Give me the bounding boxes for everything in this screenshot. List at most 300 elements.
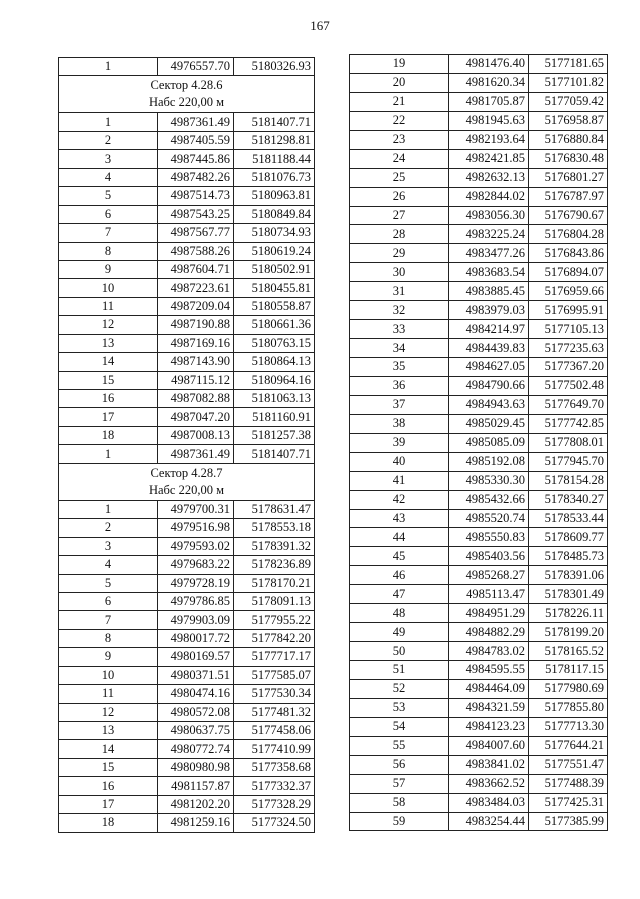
y-coordinate: 5177713.30 (529, 717, 608, 736)
y-coordinate: 5177585.07 (234, 666, 315, 684)
y-coordinate: 5178301.49 (529, 585, 608, 604)
point-number: 30 (350, 263, 449, 282)
point-number: 12 (59, 316, 158, 334)
coordinate-row (59, 334, 315, 352)
y-coordinate: 5177059.42 (529, 92, 608, 111)
coordinate-row (350, 301, 608, 320)
point-number: 5 (59, 574, 158, 592)
coordinate-row (350, 206, 608, 225)
coordinate-row (350, 244, 608, 263)
x-coordinate: 4980169.57 (158, 648, 234, 666)
x-coordinate: 4979683.22 (158, 556, 234, 574)
x-coordinate: 4985403.56 (449, 547, 529, 566)
y-coordinate: 5176801.27 (529, 168, 608, 187)
coordinate-row (350, 282, 608, 301)
y-coordinate: 5176995.91 (529, 301, 608, 320)
point-number: 4 (59, 168, 158, 186)
y-coordinate: 5176787.97 (529, 187, 608, 206)
point-number: 6 (59, 205, 158, 223)
y-coordinate: 5177842.20 (234, 629, 315, 647)
point-number: 10 (59, 666, 158, 684)
point-number: 15 (59, 758, 158, 776)
page-number: 167 (310, 18, 330, 33)
point-number: 28 (350, 225, 449, 244)
coordinate-row (59, 445, 315, 463)
x-coordinate: 4983225.24 (449, 225, 529, 244)
point-number: 13 (59, 722, 158, 740)
point-number: 11 (59, 685, 158, 703)
coordinate-row (59, 279, 315, 297)
point-number: 59 (350, 812, 449, 831)
x-coordinate: 4984951.29 (449, 604, 529, 623)
coordinate-row (59, 224, 315, 242)
point-number: 21 (350, 92, 449, 111)
y-coordinate: 5177425.31 (529, 793, 608, 812)
x-coordinate: 4984595.55 (449, 661, 529, 680)
point-number: 17 (59, 408, 158, 426)
y-coordinate: 5177410.99 (234, 740, 315, 758)
coordinate-row (59, 168, 315, 186)
y-coordinate: 5178485.73 (529, 547, 608, 566)
x-coordinate: 4987361.49 (158, 445, 234, 463)
x-coordinate: 4982632.13 (449, 168, 529, 187)
point-number: 29 (350, 244, 449, 263)
point-number: 39 (350, 433, 449, 452)
y-coordinate: 5181298.81 (234, 131, 315, 149)
coordinate-row (59, 113, 315, 131)
x-coordinate: 4983056.30 (449, 206, 529, 225)
coordinate-row (350, 395, 608, 414)
y-coordinate: 5176958.87 (529, 111, 608, 130)
x-coordinate: 4984123.23 (449, 717, 529, 736)
x-coordinate: 4987047.20 (158, 408, 234, 426)
x-coordinate: 4987190.88 (158, 316, 234, 334)
point-number: 7 (59, 611, 158, 629)
coordinate-row (350, 490, 608, 509)
coordinate-row (59, 297, 315, 315)
point-number: 5 (59, 187, 158, 205)
x-coordinate: 4982844.02 (449, 187, 529, 206)
y-coordinate: 5177530.34 (234, 685, 315, 703)
y-coordinate: 5181076.73 (234, 168, 315, 186)
coordinate-row (350, 566, 608, 585)
coordinate-row (350, 717, 608, 736)
coordinate-row (59, 150, 315, 168)
y-coordinate: 5180963.81 (234, 187, 315, 205)
x-coordinate: 4980980.98 (158, 758, 234, 776)
coordinate-row (59, 408, 315, 426)
x-coordinate: 4981476.40 (449, 55, 529, 74)
x-coordinate: 4984627.05 (449, 358, 529, 377)
x-coordinate: 4981259.16 (158, 814, 234, 832)
x-coordinate: 4981945.63 (449, 111, 529, 130)
sector-header (59, 76, 315, 113)
y-coordinate: 5177358.68 (234, 758, 315, 776)
coordinate-row (59, 537, 315, 555)
point-number: 38 (350, 414, 449, 433)
point-number: 16 (59, 390, 158, 408)
point-number: 31 (350, 282, 449, 301)
y-coordinate: 5177101.82 (529, 73, 608, 92)
coordinate-row (59, 666, 315, 684)
coordinate-row (350, 755, 608, 774)
y-coordinate: 5180849.84 (234, 205, 315, 223)
y-coordinate: 5180734.93 (234, 224, 315, 242)
y-coordinate: 5178340.27 (529, 490, 608, 509)
x-coordinate: 4987405.59 (158, 131, 234, 149)
point-number: 47 (350, 585, 449, 604)
point-number: 58 (350, 793, 449, 812)
x-coordinate: 4985192.08 (449, 452, 529, 471)
coordinate-row (350, 812, 608, 831)
x-coordinate: 4987514.73 (158, 187, 234, 205)
coordinate-row (59, 187, 315, 205)
coordinate-row (350, 585, 608, 604)
y-coordinate: 5180455.81 (234, 279, 315, 297)
point-number: 24 (350, 149, 449, 168)
x-coordinate: 4984007.60 (449, 736, 529, 755)
y-coordinate: 5177502.48 (529, 376, 608, 395)
y-coordinate: 5177945.70 (529, 452, 608, 471)
sector-header (59, 463, 315, 500)
x-coordinate: 4984882.29 (449, 623, 529, 642)
coordinate-row (350, 73, 608, 92)
point-number: 32 (350, 301, 449, 320)
y-coordinate: 5178165.52 (529, 642, 608, 661)
point-number: 34 (350, 339, 449, 358)
coordinate-row (59, 758, 315, 776)
point-number: 18 (59, 426, 158, 444)
point-number: 40 (350, 452, 449, 471)
y-coordinate: 5177481.32 (234, 703, 315, 721)
x-coordinate: 4985432.66 (449, 490, 529, 509)
point-number: 2 (59, 131, 158, 149)
y-coordinate: 5177235.63 (529, 339, 608, 358)
coordinate-row (350, 509, 608, 528)
point-number: 14 (59, 740, 158, 758)
point-number: 10 (59, 279, 158, 297)
y-coordinate: 5177551.47 (529, 755, 608, 774)
y-coordinate: 5176804.28 (529, 225, 608, 244)
point-number: 49 (350, 623, 449, 642)
x-coordinate: 4979700.31 (158, 500, 234, 518)
x-coordinate: 4987361.49 (158, 113, 234, 131)
coordinate-row (350, 376, 608, 395)
y-coordinate: 5178533.44 (529, 509, 608, 528)
y-coordinate: 5181160.91 (234, 408, 315, 426)
x-coordinate: 4987169.16 (158, 334, 234, 352)
coordinate-row (59, 740, 315, 758)
x-coordinate: 4987543.25 (158, 205, 234, 223)
coordinate-row (350, 225, 608, 244)
point-number: 8 (59, 242, 158, 260)
y-coordinate: 5178199.20 (529, 623, 608, 642)
point-number: 16 (59, 777, 158, 795)
x-coordinate: 4981705.87 (449, 92, 529, 111)
point-number: 35 (350, 358, 449, 377)
coordinate-row (350, 642, 608, 661)
x-coordinate: 4984214.97 (449, 320, 529, 339)
point-number: 48 (350, 604, 449, 623)
x-coordinate: 4984321.59 (449, 698, 529, 717)
x-coordinate: 4983484.03 (449, 793, 529, 812)
coordinate-row (350, 604, 608, 623)
coordinate-row (350, 623, 608, 642)
y-coordinate: 5178631.47 (234, 500, 315, 518)
y-coordinate: 5178609.77 (529, 528, 608, 547)
coordinate-row (59, 795, 315, 813)
y-coordinate: 5177855.80 (529, 698, 608, 717)
x-coordinate: 4979728.19 (158, 574, 234, 592)
y-coordinate: 5180502.91 (234, 260, 315, 278)
x-coordinate: 4987445.86 (158, 150, 234, 168)
x-coordinate: 4979516.98 (158, 519, 234, 537)
coordinate-row (59, 611, 315, 629)
coordinate-row (59, 426, 315, 444)
y-coordinate: 5176843.86 (529, 244, 608, 263)
x-coordinate: 4983254.44 (449, 812, 529, 831)
point-number: 53 (350, 698, 449, 717)
point-number: 1 (59, 500, 158, 518)
point-number: 7 (59, 224, 158, 242)
x-coordinate: 4987209.04 (158, 297, 234, 315)
coordinates-table-right (349, 54, 608, 831)
y-coordinate: 5178553.18 (234, 519, 315, 537)
y-coordinate: 5177332.37 (234, 777, 315, 795)
sector-header-row (59, 463, 315, 500)
point-number: 3 (59, 537, 158, 555)
point-number: 33 (350, 320, 449, 339)
y-coordinate: 5180661.36 (234, 316, 315, 334)
y-coordinate: 5176894.07 (529, 263, 608, 282)
y-coordinate: 5177717.17 (234, 648, 315, 666)
y-coordinate: 5177742.85 (529, 414, 608, 433)
coordinate-row (59, 353, 315, 371)
point-number: 51 (350, 661, 449, 680)
point-number: 36 (350, 376, 449, 395)
x-coordinate: 4985550.83 (449, 528, 529, 547)
x-coordinate: 4980637.75 (158, 722, 234, 740)
coordinate-row (350, 793, 608, 812)
point-number: 1 (59, 58, 158, 76)
sector-header-row (59, 76, 315, 113)
point-number: 11 (59, 297, 158, 315)
x-coordinate: 4982421.85 (449, 149, 529, 168)
point-number: 37 (350, 395, 449, 414)
x-coordinate: 4984790.66 (449, 376, 529, 395)
coordinate-row (59, 260, 315, 278)
point-number: 6 (59, 592, 158, 610)
point-number: 1 (59, 445, 158, 463)
x-coordinate: 4987588.26 (158, 242, 234, 260)
x-coordinate: 4984943.63 (449, 395, 529, 414)
x-coordinate: 4983683.54 (449, 263, 529, 282)
coordinate-row (59, 592, 315, 610)
point-number: 52 (350, 679, 449, 698)
coordinate-row (350, 168, 608, 187)
coordinate-row (59, 242, 315, 260)
y-coordinate: 5178391.32 (234, 537, 315, 555)
y-coordinate: 5177649.70 (529, 395, 608, 414)
x-coordinate: 4983477.26 (449, 244, 529, 263)
x-coordinate: 4985268.27 (449, 566, 529, 585)
coordinate-row (350, 320, 608, 339)
coordinate-row (350, 414, 608, 433)
y-coordinate: 5180558.87 (234, 297, 315, 315)
y-coordinate: 5181063.13 (234, 390, 315, 408)
point-number: 43 (350, 509, 449, 528)
y-coordinate: 5177367.20 (529, 358, 608, 377)
point-number: 15 (59, 371, 158, 389)
coordinate-row (350, 736, 608, 755)
coordinate-row (350, 187, 608, 206)
y-coordinate: 5178170.21 (234, 574, 315, 592)
x-coordinate: 4987482.26 (158, 168, 234, 186)
y-coordinate: 5177105.13 (529, 320, 608, 339)
x-coordinate: 4983841.02 (449, 755, 529, 774)
coordinates-table-left (58, 57, 315, 833)
coordinate-row (350, 433, 608, 452)
coordinate-row (350, 263, 608, 282)
y-coordinate: 5181407.71 (234, 113, 315, 131)
x-coordinate: 4976557.70 (158, 58, 234, 76)
y-coordinate: 5178154.28 (529, 471, 608, 490)
x-coordinate: 4979903.09 (158, 611, 234, 629)
coordinate-row (350, 774, 608, 793)
coordinate-row (59, 629, 315, 647)
x-coordinate: 4985113.47 (449, 585, 529, 604)
x-coordinate: 4983885.45 (449, 282, 529, 301)
point-number: 22 (350, 111, 449, 130)
coordinate-row (350, 547, 608, 566)
point-number: 17 (59, 795, 158, 813)
point-number: 12 (59, 703, 158, 721)
x-coordinate: 4984464.09 (449, 679, 529, 698)
y-coordinate: 5181407.71 (234, 445, 315, 463)
coordinate-row (59, 316, 315, 334)
y-coordinate: 5177181.65 (529, 55, 608, 74)
point-number: 8 (59, 629, 158, 647)
x-coordinate: 4987082.88 (158, 390, 234, 408)
y-coordinate: 5177385.99 (529, 812, 608, 831)
x-coordinate: 4980017.72 (158, 629, 234, 647)
x-coordinate: 4981157.87 (158, 777, 234, 795)
y-coordinate: 5176959.66 (529, 282, 608, 301)
y-coordinate: 5178236.89 (234, 556, 315, 574)
point-number: 27 (350, 206, 449, 225)
coordinate-row (59, 722, 315, 740)
x-coordinate: 4984439.83 (449, 339, 529, 358)
y-coordinate: 5177488.39 (529, 774, 608, 793)
x-coordinate: 4981620.34 (449, 73, 529, 92)
coordinate-row (59, 574, 315, 592)
coordinate-row (350, 130, 608, 149)
x-coordinate: 4987567.77 (158, 224, 234, 242)
x-coordinate: 4981202.20 (158, 795, 234, 813)
coordinate-row (350, 698, 608, 717)
x-coordinate: 4982193.64 (449, 130, 529, 149)
y-coordinate: 5178117.15 (529, 661, 608, 680)
point-number: 9 (59, 260, 158, 278)
x-coordinate: 4987008.13 (158, 426, 234, 444)
point-number: 44 (350, 528, 449, 547)
point-number: 9 (59, 648, 158, 666)
coordinate-row (59, 648, 315, 666)
coordinate-row (59, 703, 315, 721)
x-coordinate: 4987604.71 (158, 260, 234, 278)
coordinate-row (59, 131, 315, 149)
y-coordinate: 5177980.69 (529, 679, 608, 698)
point-number: 13 (59, 334, 158, 352)
y-coordinate: 5176790.67 (529, 206, 608, 225)
coordinate-row (350, 471, 608, 490)
coordinate-row (350, 92, 608, 111)
y-coordinate: 5180964.16 (234, 371, 315, 389)
point-number: 3 (59, 150, 158, 168)
x-coordinate: 4987115.12 (158, 371, 234, 389)
y-coordinate: 5181257.38 (234, 426, 315, 444)
coordinate-row (350, 111, 608, 130)
point-number: 56 (350, 755, 449, 774)
x-coordinate: 4983662.52 (449, 774, 529, 793)
x-coordinate: 4979786.85 (158, 592, 234, 610)
y-coordinate: 5180619.24 (234, 242, 315, 260)
y-coordinate: 5177644.21 (529, 736, 608, 755)
y-coordinate: 5176830.48 (529, 149, 608, 168)
y-coordinate: 5180326.93 (234, 58, 315, 76)
x-coordinate: 4979593.02 (158, 537, 234, 555)
point-number: 55 (350, 736, 449, 755)
x-coordinate: 4980572.08 (158, 703, 234, 721)
x-coordinate: 4985085.09 (449, 433, 529, 452)
coordinate-row (59, 500, 315, 518)
coordinate-row (59, 556, 315, 574)
y-coordinate: 5180763.15 (234, 334, 315, 352)
y-coordinate: 5181188.44 (234, 150, 315, 168)
x-coordinate: 4984783.02 (449, 642, 529, 661)
coordinate-row (59, 58, 315, 76)
y-coordinate: 5177328.29 (234, 795, 315, 813)
coordinate-row (350, 55, 608, 74)
point-number: 50 (350, 642, 449, 661)
y-coordinate: 5178091.13 (234, 592, 315, 610)
x-coordinate: 4980474.16 (158, 685, 234, 703)
y-coordinate: 5178226.11 (529, 604, 608, 623)
point-number: 20 (350, 73, 449, 92)
point-number: 46 (350, 566, 449, 585)
x-coordinate: 4987223.61 (158, 279, 234, 297)
coordinate-row (59, 371, 315, 389)
y-coordinate: 5177458.06 (234, 722, 315, 740)
coordinate-row (59, 390, 315, 408)
x-coordinate: 4983979.03 (449, 301, 529, 320)
point-number: 25 (350, 168, 449, 187)
point-number: 54 (350, 717, 449, 736)
point-number: 19 (350, 55, 449, 74)
point-number: 2 (59, 519, 158, 537)
point-number: 23 (350, 130, 449, 149)
coordinate-row (350, 661, 608, 680)
point-number: 14 (59, 353, 158, 371)
y-coordinate: 5180864.13 (234, 353, 315, 371)
point-number: 18 (59, 814, 158, 832)
coordinate-row (59, 205, 315, 223)
coordinate-row (59, 519, 315, 537)
y-coordinate: 5177808.01 (529, 433, 608, 452)
x-coordinate: 4985330.30 (449, 471, 529, 490)
coordinate-row (350, 339, 608, 358)
point-number: 45 (350, 547, 449, 566)
